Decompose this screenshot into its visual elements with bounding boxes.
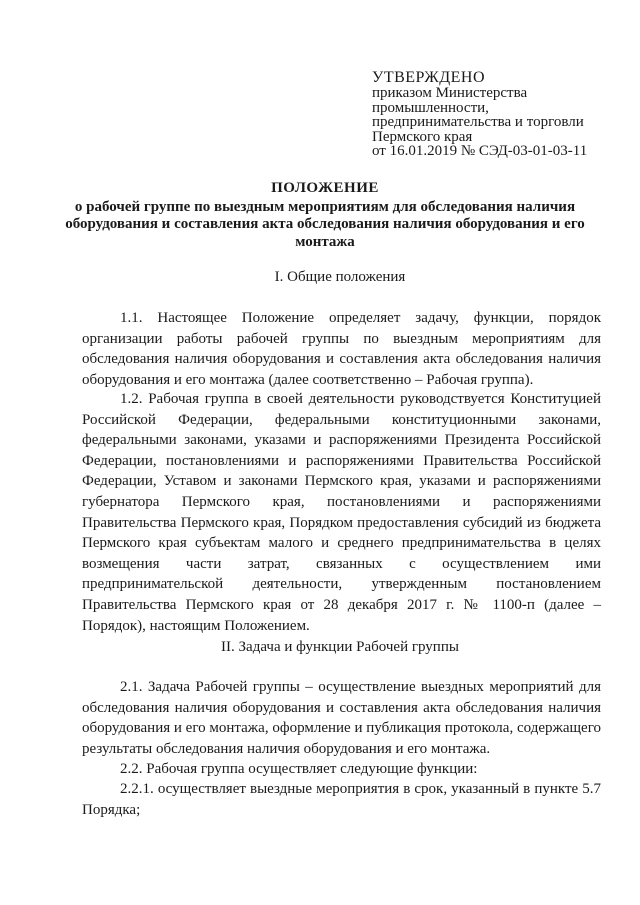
approval-line: приказом Министерства — [372, 85, 528, 101]
approval-line: Пермского края — [372, 128, 473, 145]
paragraph-1-2: 1.2. Рабочая группа в своей деятельности руководствуется Конституцией Российской Федерации, федеральными конституционными законами, федеральными законами, указами и распоряжениями Президента Российской Федерации, постановлениями и распоряжениями Правительства Российской Федерации, Уставом и законами Пермского края, указами и распоряжениями губернатора Пермского края, постановлениями и распоряжениями Правительства Пермского края, Порядком предоставления субсидий из бюджета Пермского края субъектам малого и среднего предпринимательства в целях возмещения части затрат, связанных с осуществлением ими предпринимательской деятельности, утвержденным постановлением Правительства Пермского края от 28 декабря 2017 г. № 1100-п (далее – Порядок), настоящим Положением. — [82, 391, 601, 634]
approval-line: предпринимательства и торговли — [372, 114, 584, 130]
paragraph-1-1: 1.1. Настоящее Положение определяет задачу, функции, порядок организации работы рабочей группы по выездным мероприятиям для обследования наличия оборудования и составления акта обследования наличия оборудования и его монтажа (далее соответственно – Рабочая группа). — [82, 310, 601, 388]
title-subtitle: о рабочей группе по выездным мероприятиям для обследования наличия оборудования и составления акта обследования наличия оборудования и его монтажа — [65, 198, 585, 250]
title-main: ПОЛОЖЕНИЕ — [271, 180, 379, 196]
approval-line: промышленности, — [372, 99, 489, 116]
paragraph-2-1: 2.1. Задача Рабочей группы – осуществление выездных мероприятий для обследования наличия оборудования и составления акта обследования наличия оборудования и его монтажа, оформление и публикация протокола, содержащего результаты обследования наличия оборудования и его монтажа. — [82, 679, 601, 757]
approval-order-number: от 16.01.2019 № СЭД-03-01-03-11 — [372, 143, 588, 159]
paragraph-2-2-1: 2.2.1. осуществляет выездные мероприятия в срок, указанный в пункте 5.7 Порядка; — [82, 781, 601, 818]
section-heading-general: I. Общие положения — [274, 269, 406, 285]
approval-heading: УТВЕРЖДЕНО — [372, 69, 486, 86]
document-title — [60, 180, 590, 251]
section-heading-tasks: II. Задача и функции Рабочей группы — [221, 639, 459, 655]
paragraph-2-2: 2.2. Рабочая группа осуществляет следующие функции: — [120, 761, 478, 777]
approval-stamp — [372, 70, 612, 159]
